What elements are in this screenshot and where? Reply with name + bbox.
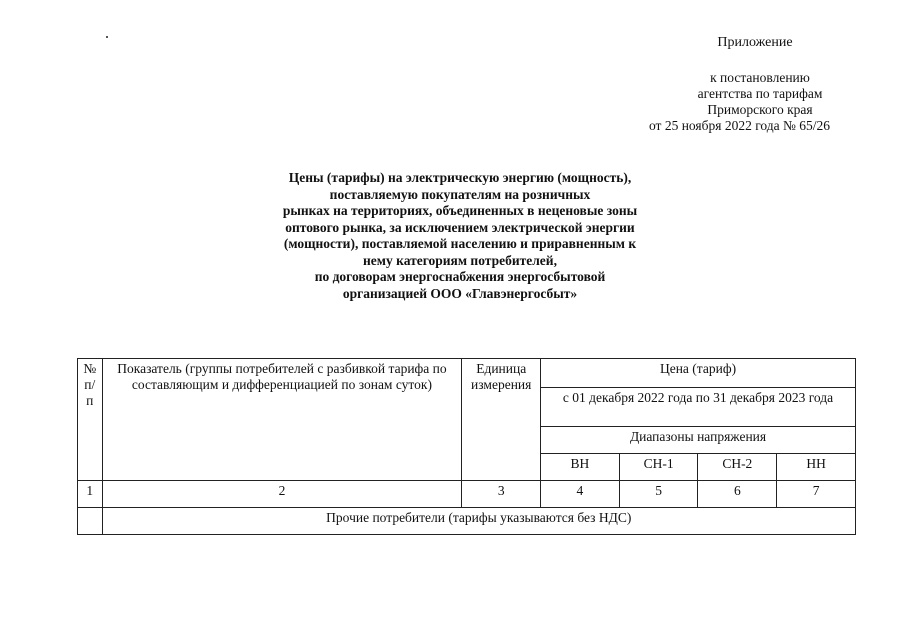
appendix-line: Приморского края (707, 102, 813, 117)
document-title (250, 170, 670, 302)
scan-speck (106, 36, 108, 38)
appendix-line: к постановлению (710, 70, 810, 85)
section-row (78, 508, 856, 535)
title-line: оптового рынка, за исключением электрической энергии (285, 219, 635, 235)
header-voltage-nn: НН (777, 454, 856, 481)
column-number: 7 (777, 481, 856, 508)
column-number: 1 (78, 481, 103, 508)
section-title: Прочие потребители (тарифы указываются без НДС) (102, 508, 855, 535)
column-number: 2 (102, 481, 462, 508)
header-number: № п/п (78, 359, 103, 481)
appendix-line: от 25 ноября 2022 года № 65/26 (648, 118, 830, 133)
header-price: Цена (тариф) (541, 359, 856, 388)
appendix-line: агентства по тарифам (697, 86, 823, 101)
header-period: с 01 декабря 2022 года по 31 декабря 2023 года (541, 388, 856, 427)
column-number: 3 (462, 481, 541, 508)
title-line: Цены (тарифы) на электрическую энергию (мощность), (288, 170, 632, 185)
header-voltage-sn2: СН-2 (698, 454, 777, 481)
section-number-cell (78, 508, 103, 535)
title-line: рынках на территориях, объединенных в неценовые зоны (282, 203, 638, 218)
column-numbering-row (78, 481, 856, 508)
title-line: организацией ООО «Главэнергосбыт» (342, 285, 578, 301)
appendix-title: Приложение (717, 35, 793, 50)
header-voltage-vn: ВН (541, 454, 620, 481)
title-line: нему категориям потребителей, (363, 252, 557, 268)
column-number: 6 (698, 481, 777, 508)
header-indicator: Показатель (группы потребителей с разбивкой тарифа по составляющим и дифференциацией по зонам суток) (102, 359, 462, 481)
header-voltage-sn1: СН-1 (619, 454, 698, 481)
column-number: 4 (541, 481, 620, 508)
header-unit: Единица измерения (462, 359, 541, 481)
tariff-table (77, 358, 856, 535)
title-line: поставляемую покупателям на розничных (329, 186, 591, 202)
column-number: 5 (619, 481, 698, 508)
title-line: (мощности), поставляемой населению и приравненным к (283, 236, 637, 251)
header-voltage-ranges: Диапазоны напряжения (541, 427, 856, 454)
appendix-reference (630, 70, 830, 134)
title-line: по договорам энергоснабжения энергосбытовой (314, 269, 606, 284)
